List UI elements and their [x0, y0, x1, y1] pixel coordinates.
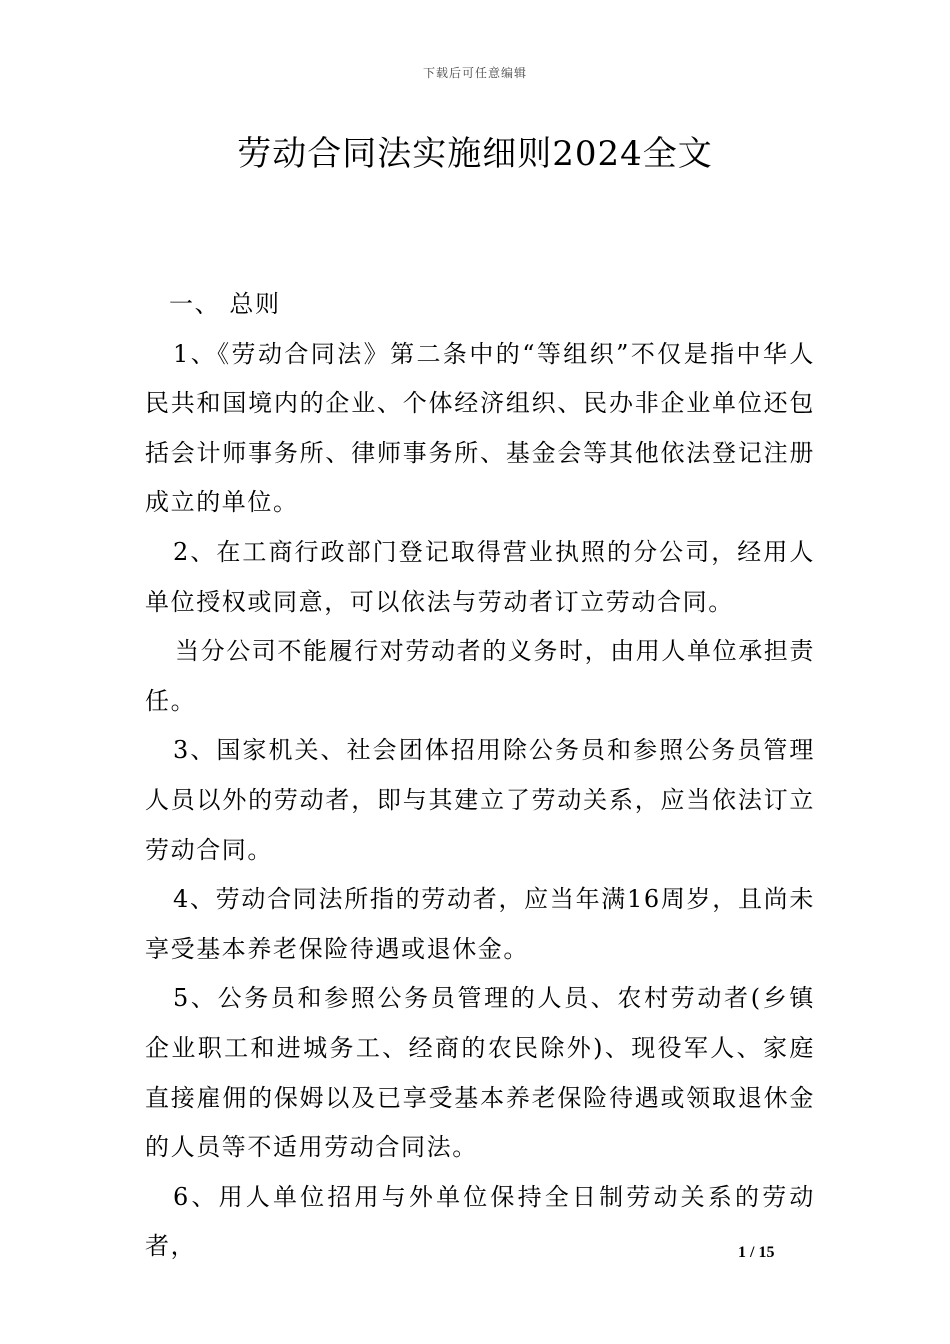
- document-title: 劳动合同法实施细则2024全文: [237, 134, 713, 174]
- paragraph: 2、在工商行政部门登记取得营业执照的分公司，经用人单位授权或同意，可以依法与劳动者订立劳动合同。: [145, 537, 815, 616]
- page-number: 1 / 15: [738, 1244, 775, 1261]
- paragraph: 3、国家机关、社会团体招用除公务员和参照公务员管理人员以外的劳动者，即与其建立了劳动关系，应当依法订立劳动合同。: [145, 736, 815, 864]
- paragraph: 4、劳动合同法所指的劳动者，应当年满16周岁，且尚未享受基本养老保险待遇或退休金。: [145, 885, 815, 963]
- section-heading: 一、 总则: [169, 290, 281, 318]
- document-body: [145, 280, 815, 1272]
- header-note: 下载后可任意编辑: [422, 66, 527, 80]
- paragraph: 5、公务员和参照公务员管理的人员、农村劳动者(乡镇企业职工和进城务工、经商的农民除外)、现役军人、家庭直接雇佣的保姆以及已享受基本养老保险待遇或领取退休金的人员等不适用劳动合同法。: [145, 984, 815, 1162]
- paragraph: 6、用人单位招用与外单位保持全日制劳动关系的劳动者，: [145, 1182, 815, 1261]
- paragraph: 当分公司不能履行对劳动者的义务时，由用人单位承担责任。: [145, 637, 815, 715]
- paragraph: 1、《劳动合同法》第二条中的“等组织”不仅是指中华人民共和国境内的企业、个体经济组织、民办非企业单位还包括会计师事务所、律师事务所、基金会等其他依法登记注册成立的单位。: [145, 339, 815, 517]
